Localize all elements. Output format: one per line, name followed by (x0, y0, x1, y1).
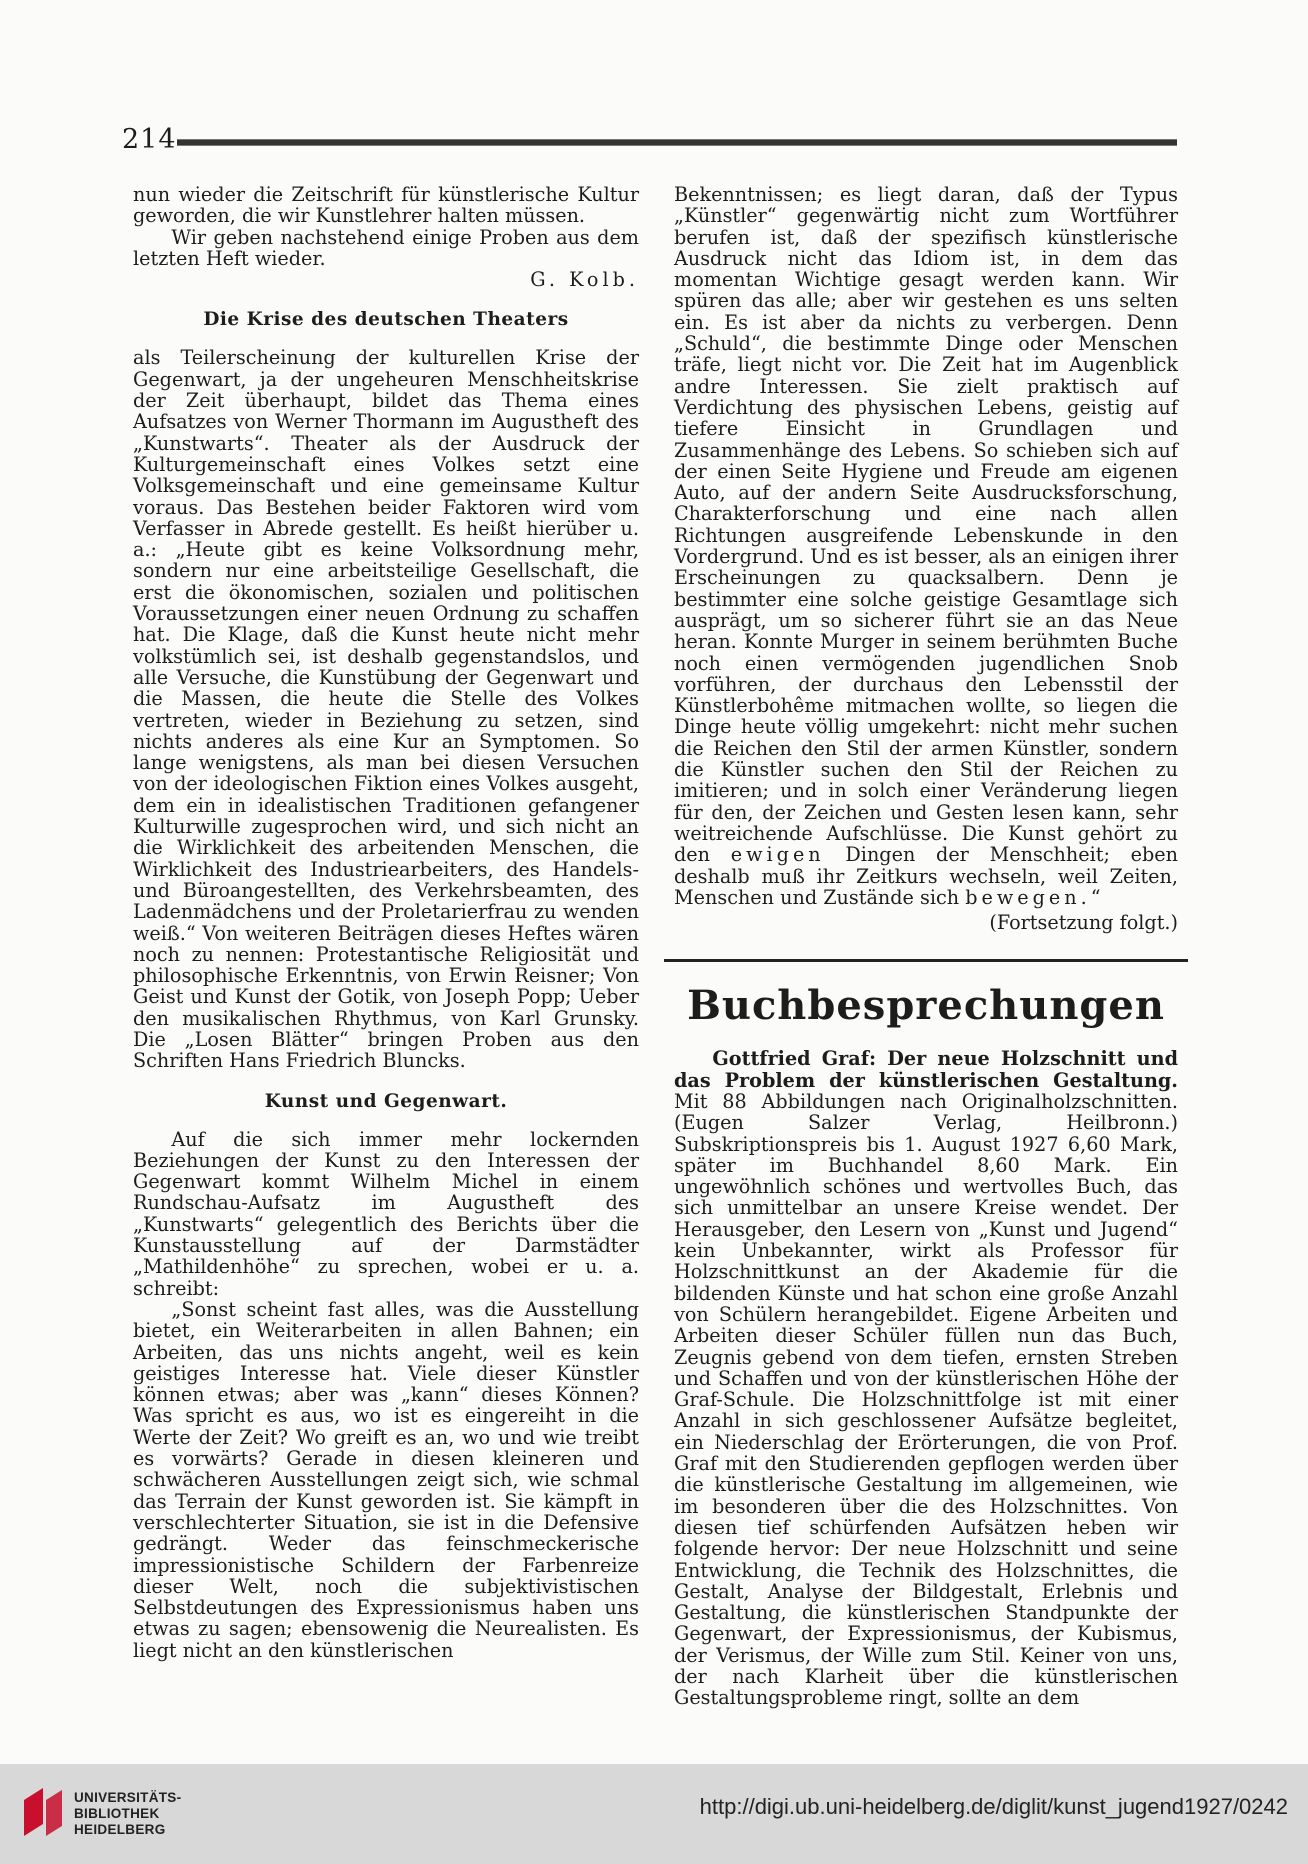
continued-note: (Fortsetzung folgt.) (989, 911, 1178, 935)
header-rule (177, 139, 1177, 146)
quote-continuation-mid: Dingen der Menschheit; eben deshalb muß ihr Zeitkurs wechseln, weil Zeiten, Menschen und Zustände sich (674, 843, 1178, 909)
signature-line (133, 269, 639, 290)
library-name[interactable] (74, 1790, 181, 1838)
intro-text: nun wieder die Zeitschrift für künstlerische Kultur geworden, die wir Kunstlehrer halten müssen. (133, 183, 639, 228)
library-line-1: UNIVERSITÄTS- (74, 1790, 182, 1805)
library-line-3: HEIDELBERG (74, 1822, 166, 1837)
library-line-2: BIBLIOTHEK (74, 1806, 160, 1821)
section-body-theater: als Teilerscheinung der kulturellen Krise der Gegenwart, ja der ungeheuren Menschheitskrise der Zeit überhaupt, bildet das Thema eines Aufsatzes von Werner Thormann im Augustheft des „Kunstwarts“. Theater als der Ausdruck der Kulturgemeinschaft eines Volkes setzt eine Volksgemeinschaft und eine gemeinsame Kultur voraus. Das Bestehen beider Faktoren wird vom Verfasser in Abrede gestellt. Es heißt hierüber u. a.: „Heute gibt es keine Volksordnung mehr, sondern nur eine arbeitsteilige Gesellschaft, die erst die ökonomischen, sozialen und politischen Voraussetzungen einer neuen Ordnung zu schaffen hat. Die Klage, daß die Kunst heute nicht mehr volkstümlich sei, ist deshalb gegenstandslos, und alle Versuche, die Kunstübung der Gegenwart und die Massen, die heute die Stelle des Volkes vertreten, wieder in Beziehung zu setzen, sind nichts anderes als eine Kur an Symptomen. So lange wenigstens, als man bei diesen Versuchen von der ideologischen Fiktion eines Volkes ausgeht, dem ein in idealistischen Traditionen gefangener Kulturwille zugesprochen wird, und sich nicht an die Wirklichkeit des arbeitenden Menschen, die Wirklichkeit des Industriearbeiters, des Handels- und Büroangestellten, des Verkehrsbeamten, des Ladenmädchens und der Proletarierfrau zu wenden weiß.“ Von weiteren Beiträgen dieses Heftes wären noch zu nennen: Protestantische Religiosität und philosophische Erkenntnis, von Erwin Reisner; Von Geist und Kunst der Gotik, von Joseph Popp; Ueber den musikalischen Rhythmus, von Karl Grunsky. Die „Losen Blätter“ bringen Proben aus den Schriften Hans Friedrich Bluncks. (133, 346, 639, 1073)
library-logo-icon (20, 1786, 66, 1840)
page-number: 214 (122, 124, 177, 155)
section-heading-gegenwart: Kunst und Gegenwart. (264, 1090, 508, 1112)
quote-continuation (674, 184, 1178, 908)
source-url[interactable]: http://digi.ub.uni-heidelberg.de/diglit/kunst_jugend1927/0242 (699, 1794, 1288, 1819)
section-body-gegenwart: Auf die sich immer mehr lockernden Beziehungen der Kunst zu den Interessen der Gegenwart kommt Wilhelm Michel in einem Rundschau-Aufsatz im Augustheft des „Kunstwarts“ gelegentlich des Berichts über die Kunstausstellung auf der Darmstädter „Mathildenhöhe“ zu sprechen, wobei er u. a. schreibt: (133, 1127, 639, 1300)
reviews-heading: Buchbesprechungen (687, 982, 1165, 1030)
review-entry (674, 1048, 1178, 1708)
section-quote-gegenwart: „Sonst scheint fast alles, was die Ausstellung bietet, ein Weiterarbeiten in allen Bahnen; ein Arbeiten, das uns nichts angeht, weil es kein geistiges Interesse hat. Viele dieser Künstler können etwas; aber was „kann“ dieses Können? Was spricht es aus, wo ist es eingereiht in die Werte der Zeit? Wo greift es an, wo und wie treibt es vorwärts? Gerade in diesen kleineren und schwächeren Ausstellungen zeigt sich, wie schmal das Terrain der Kunst geworden ist. Sie kämpft in verschlechterter Situation, sie ist in die Defensive gedrängt. Weder das feinschmeckerische impressionistische Schildern der Farbenreize dieser Welt, noch die subjektivistischen Selbstdeutungen des Expressionismus haben uns etwas zu sagen; ebensowenig die Neurealisten. Es liegt nicht an den künstlerischen (133, 1297, 639, 1662)
emphasis-bewegen: bewegen. (965, 885, 1091, 909)
footer-bar (0, 1764, 1308, 1864)
page-header (122, 124, 1178, 155)
review-title: Gottfried Graf: Der neue Holzschnitt und das Problem der künstlerischen Gestaltung. (674, 1047, 1178, 1092)
right-column (674, 184, 1178, 1709)
section-heading-theater: Die Krise des deutschen Theaters (203, 309, 569, 331)
closing-quote: “ (1090, 885, 1101, 909)
left-column (133, 184, 639, 1661)
sample-text: Wir geben nachstehend einige Proben aus dem letzten Heft wieder. (133, 225, 639, 270)
quote-continuation-main: Bekenntnissen; es liegt daran, daß der Typus „Künstler“ gegenwärtig nicht zum Wortführer berufen ist, daß der spezifisch künstlerische Ausdruck nicht das Idiom ist, in dem das momentan Wichtige gesagt werden kann. Wir spüren das alle; aber wir gestehen es uns selten ein. Es ist aber da nichts zu verbergen. Denn „Schuld“, die bestimmte Dinge oder Menschen träfe, liegt nicht vor. Die Zeit hat im Augenblick andre Interessen. Sie zielt praktisch auf Verdichtung des physischen Lebens, geistig auf tiefere Einsicht in Grundlagen und Zusammenhänge des Lebens. So schieben sich auf der einen Seite Hygiene und Freude am eigenen Auto, auf der andern Seite Ausdrucksforschung, Charakterforschung und eine nach allen Richtungen ausgreifende Lebenskunde in den Vordergrund. Und es ist besser, als an einigen ihrer Erscheinungen zu quacksalbern. Denn je bestimmter eine solche geistige Gesamtlage sich ausprägt, um so sicherer führt sie an das Neue heran. Konnte Murger in seinem berühmten Buche noch einen vermögenden jugendlichen Snob vorführen, der durchaus den Lebensstil der Künstlerbohême mitmachen wollte, so liegen die Dinge heute völlig umgekehrt: nicht mehr suchen die Reichen den Stil der armen Künstler, sondern die Künstler suchen den Stil der Reichen zu imitieren; und in solch einer Veränderung liegen für den, der Zeichen und Gesten lesen kann, sehr weitreichende Aufschlüsse. Die Kunst gehört zu den (674, 183, 1178, 867)
review-body: Mit 88 Abbildungen nach Originalholzschnitten. (Eugen Salzer Verlag, Heilbronn.) Subskriptionspreis bis 1. August 1927 6,60 Mark, später im Buchhandel 8,60 Mark. Ein ungewöhnlich schönes und wertvolles Buch, das sich unmittelbar an unsere Kreise wendet. Der Herausgeber, den Lesern von „Kunst und Jugend“ kein Unbekannter, wirkt als Professor für Holzschnittkunst an der Akademie für die bildenden Künste und hat schon eine große Anzahl von Schülern herangebildet. Eigene Arbeiten und Arbeiten dieser Schüler füllen nun das Buch, Zeugnis gebend von dem tiefen, ernsten Streben und Schaffen und von der künstlerischen Höhe der Graf-Schule. Die Holzschnittfolge ist mit einer Anzahl in sich geschlossener Aufsätze begleitet, ein Niederschlag der Erörterungen, die von Prof. Graf mit den Studierenden gepflogen werden über die künstlerische Gestaltung im allgemeinen, wie im besonderen über die des Holzschnittes. Von diesen tief schürfenden Aufsätzen heben wir folgende hervor: Der neue Holzschnitt und seine Entwicklung, die Technik des Holzschnittes, die Gestalt, Analyse der Bildgestalt, Erlebnis und Gestaltung, die künstlerischen Standpunkte der Gegenwart, der Expressionismus, der Kubismus, der Verismus, der Wille zum Stil. Keiner von uns, der nach Klarheit über die künstlerischen Gestaltungsprobleme ringt, sollte an dem (674, 1089, 1178, 1710)
section-divider (664, 959, 1188, 962)
signature: G. Kolb. (530, 268, 639, 292)
emphasis-ewigen: ewigen (730, 843, 825, 867)
